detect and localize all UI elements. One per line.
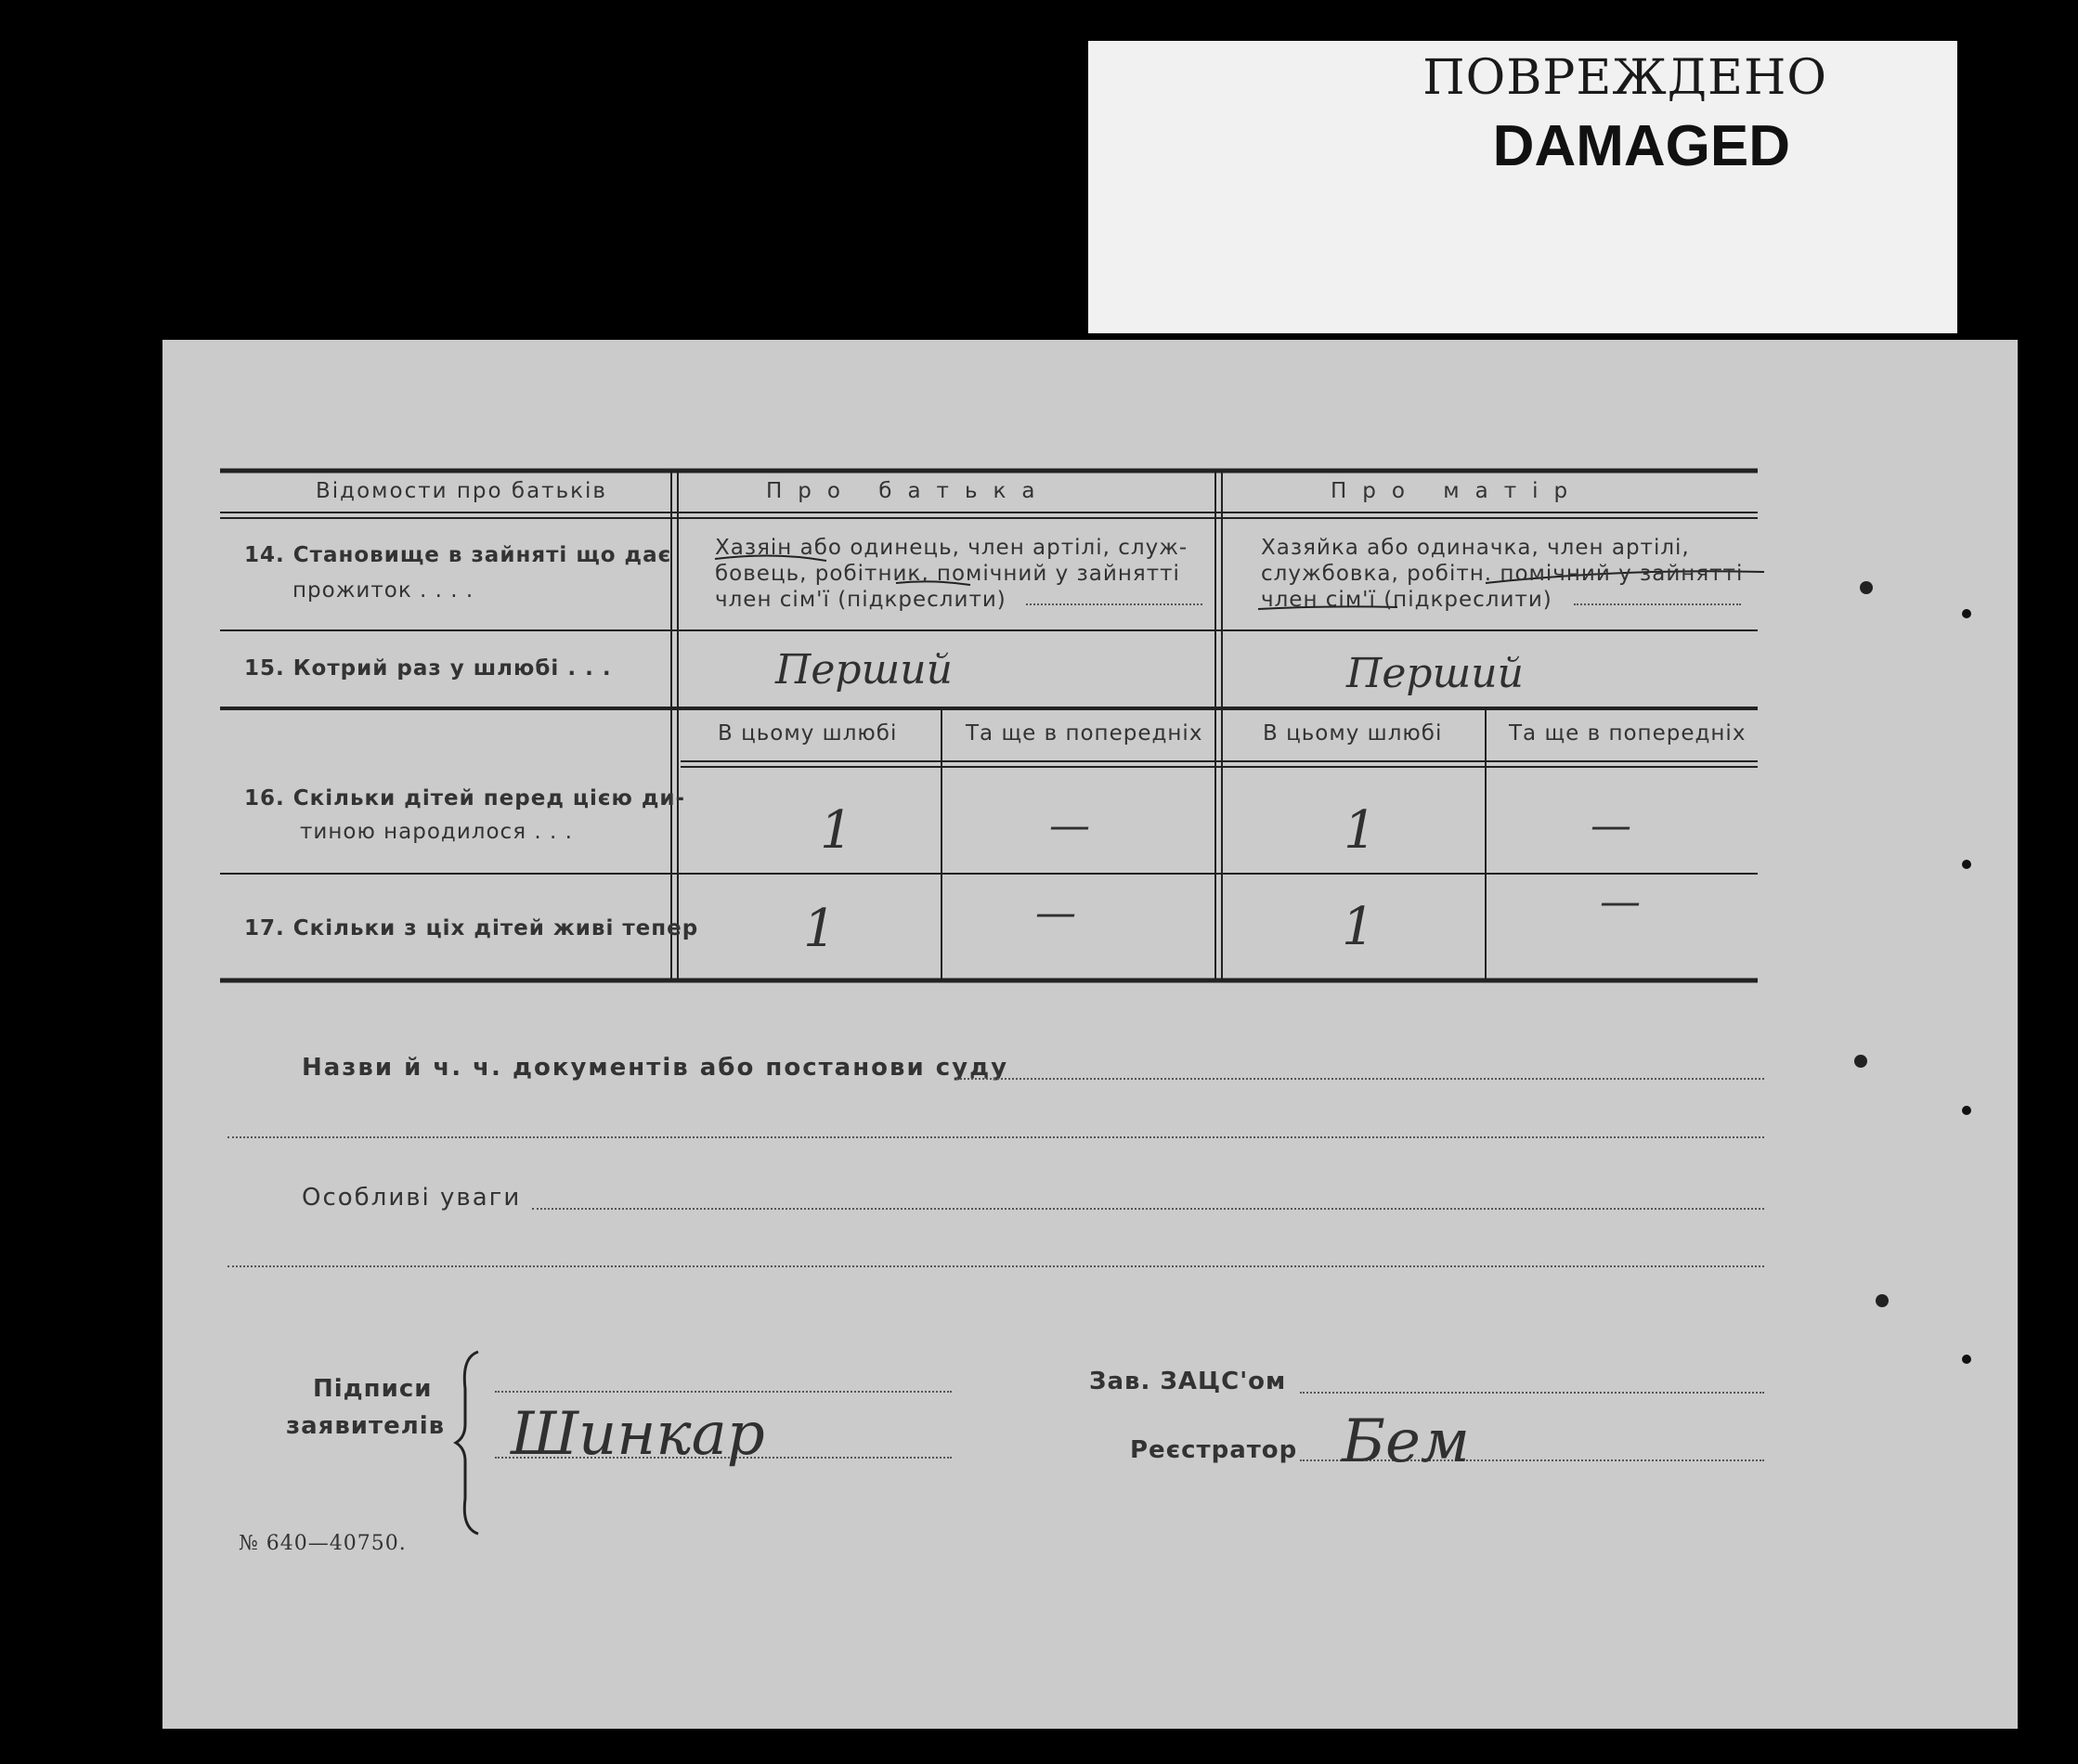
row14-father-dots [1026, 603, 1202, 605]
form-number: № 640—40750. [239, 1532, 407, 1555]
damaged-stamp-card [1088, 41, 1957, 333]
row14-father-line2: бовець, робітник, помічний у зайнятті [715, 562, 1180, 586]
row14-mother-line2: службовка, робітн. помічний у зайнятті [1261, 562, 1744, 586]
signatures-label-line2: заявителів [286, 1412, 446, 1440]
remarks-line-1 [532, 1208, 1764, 1210]
punch-mark-2 [1962, 860, 1971, 869]
remarks-label: Особливі уваги [302, 1184, 522, 1212]
registrar-label: Реєстратор [1130, 1436, 1298, 1464]
subheader-mother-this: В цьому шлюбі [1263, 721, 1443, 746]
row15-mother-handwritten: Перший [1346, 650, 1524, 697]
header-parents-info: Відомости про батьків [316, 479, 607, 503]
documents-label: Назви й ч. ч. документів або постанови суду [302, 1054, 1009, 1082]
subheader-mother-previous: Та ще в попередніх [1509, 721, 1747, 746]
documents-line-2 [227, 1136, 1764, 1138]
applicant-signature: Шинкар [511, 1400, 765, 1469]
row14-label-line1: 14. Становище в зайняті що дає [244, 543, 672, 567]
row14-mother-line1: Хазяйка або одиначка, член артілі, [1261, 536, 1690, 560]
row14-father-line3: член сім'ї (підкреслити) [715, 588, 1007, 612]
registrar-signature: Бем [1342, 1407, 1470, 1476]
header-about-father: Про батька [766, 479, 1051, 503]
row14-mother-dots [1574, 603, 1741, 605]
punch-mark-4 [1962, 1355, 1971, 1364]
row17-mother-this-value: 1 [1342, 897, 1375, 957]
row16-mother-prev-value: — [1591, 802, 1631, 850]
damaged-stamp-en: DAMAGED [1492, 114, 1790, 178]
damaged-stamp-ru: ПОВРЕЖДЕНО [1422, 50, 1827, 106]
row14-father-line1: Хазяін або одинець, член артілі, служ- [715, 536, 1188, 560]
binding-hole-1 [1860, 581, 1873, 594]
row16-mother-this-value: 1 [1344, 800, 1377, 861]
punch-mark-1 [1962, 609, 1971, 618]
row16-label-line1: 16. Скільки дітей перед цією ди- [244, 786, 686, 811]
binding-hole-3 [1876, 1294, 1889, 1307]
row17-father-this-value: 1 [803, 899, 837, 959]
row17-label: 17. Скільки з ціх дітей живі тепер [244, 916, 699, 940]
signature-line-1 [495, 1391, 952, 1393]
punch-mark-3 [1962, 1106, 1971, 1115]
registration-form-sheet [162, 340, 2018, 1729]
documents-line-1 [956, 1078, 1764, 1080]
head-of-registry-label: Зав. ЗАЦС'ом [1089, 1368, 1287, 1395]
signatures-label-line1: Підписи [313, 1375, 433, 1403]
row14-label-line2: прожиток . . . . [292, 578, 474, 603]
subheader-father-this: В цьому шлюбі [718, 721, 898, 746]
remarks-line-2 [227, 1265, 1764, 1267]
binding-hole-2 [1854, 1055, 1867, 1068]
row15-father-handwritten: Перший [775, 646, 953, 694]
row16-label-line2: тиною народилося . . . [300, 820, 573, 844]
subheader-father-previous: Та ще в попередніх [966, 721, 1203, 746]
row15-label: 15. Котрий раз у шлюбі . . . [244, 656, 612, 681]
row14-mother-line3: член сім'ї (підкреслити) [1261, 588, 1552, 612]
header-about-mother: Про матір [1331, 479, 1584, 503]
head-signature-line [1300, 1392, 1764, 1394]
row17-father-prev-value: — [1035, 889, 1076, 937]
row17-mother-prev-value: — [1600, 878, 1641, 926]
row16-father-this-value: 1 [820, 800, 853, 861]
row16-father-prev-value: — [1049, 802, 1090, 850]
